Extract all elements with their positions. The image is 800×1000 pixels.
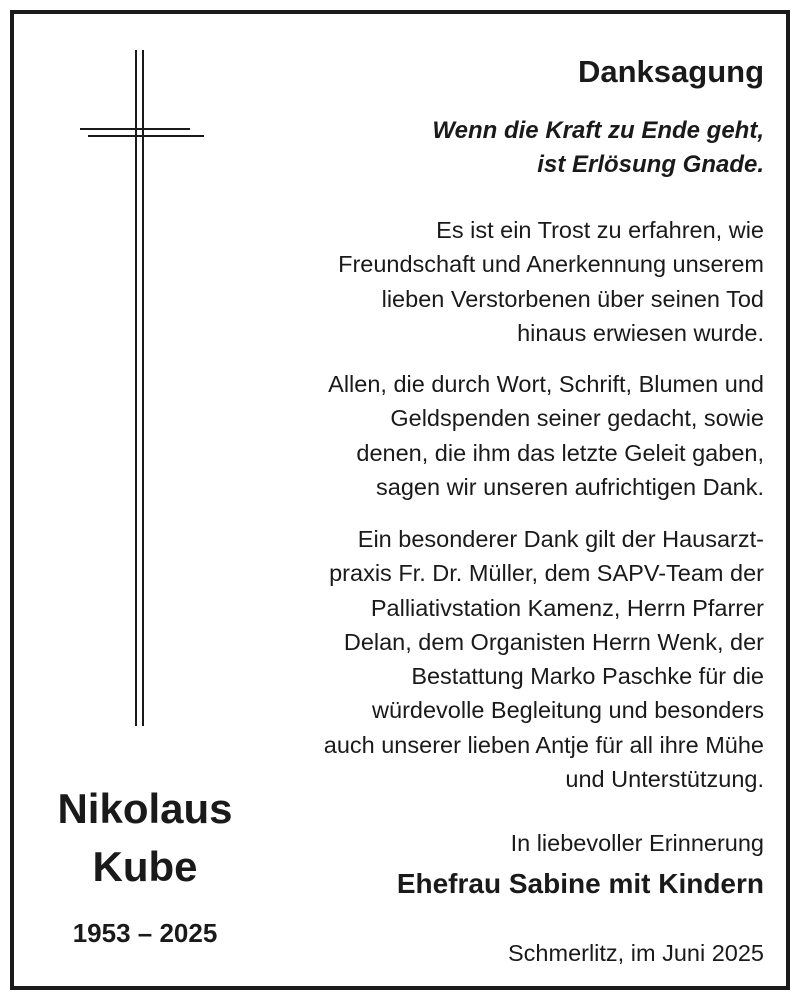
text-line: Es ist ein Trost zu erfahren, wie	[436, 217, 764, 243]
text-line: Bestattung Marko Paschke für die	[411, 663, 764, 690]
deceased-first-name: Nikolaus	[57, 785, 233, 832]
family-signature: Ehefrau Sabine mit Kindern	[396, 868, 764, 899]
place-date: Schmerlitz, im Juni 2025	[508, 940, 764, 966]
text-line: und Unterstützung.	[565, 766, 764, 793]
deceased-last-name: Kube	[92, 843, 198, 890]
text-line: lieben Verstorbenen über seinen Tod	[381, 285, 764, 312]
deceased-name	[34, 780, 256, 896]
text-line: würdevolle Begleitung und besonders	[372, 697, 764, 724]
text-line: hinaus erwiesen wurde.	[517, 319, 764, 346]
paragraph-special-thanks	[324, 522, 764, 796]
paragraph-thanks	[328, 367, 764, 504]
obituary-card	[10, 10, 790, 990]
text-line: Freundschaft und Anerkennung unserem	[338, 251, 764, 278]
paragraph-consolation	[338, 213, 764, 350]
motto-quote	[432, 114, 764, 182]
text-line: Delan, dem Organisten Herrn Wenk, der	[343, 628, 764, 655]
page-title: Danksagung	[577, 54, 764, 89]
motto-line: Wenn die Kraft zu Ende geht,	[432, 117, 764, 144]
text-line: Geldspenden seiner gedacht, sowie	[390, 405, 764, 432]
cross-icon	[80, 50, 204, 726]
text-line: auch unserer lieben Antje für all ihre Mühe	[323, 731, 764, 758]
text-line: Ein besonderer Dank gilt der Hausarzt-	[357, 526, 764, 552]
text-line: sagen wir unseren aufrichtigen Dank.	[376, 473, 764, 500]
text-line: praxis Fr. Dr. Müller, dem SAPV-Team der	[329, 560, 764, 587]
text-line: Palliativstation Kamenz, Herrn Pfarrer	[370, 594, 764, 621]
motto-line: ist Erlösung Gnade.	[537, 151, 764, 178]
memory-line: In liebevoller Erinnerung	[510, 830, 764, 856]
text-line: denen, die ihm das letzte Geleit gaben,	[356, 439, 764, 466]
deceased-years: 1953 – 2025	[72, 918, 218, 948]
text-line: Allen, die durch Wort, Schrift, Blumen und	[328, 371, 764, 397]
